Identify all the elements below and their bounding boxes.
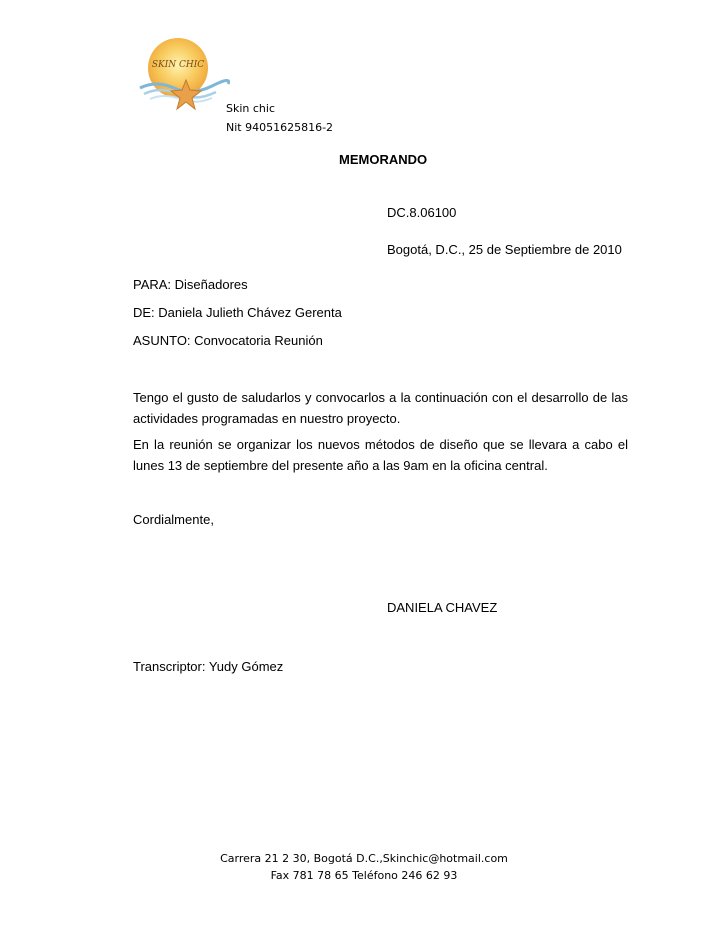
memo-from: DE: Daniela Julieth Chávez Gerenta [133,305,342,320]
footer-phone: Fax 781 78 65 Teléfono 246 62 93 [270,869,458,882]
footer-address: Carrera 21 2 30, Bogotá D.C.,Skinchic@hotmail.com [220,852,508,865]
memo-signature: DANIELA CHAVEZ [387,600,498,615]
memo-body-paragraph-2: En la reunión se organizar los nuevos métodos de diseño que se llevara a cabo el lunes 13 de septiembre del presente año a las 9am en la oficina central. [133,437,628,473]
memo-subject: ASUNTO: Convocatoria Reunión [133,333,323,348]
memo-closing: Cordialmente, [133,512,214,527]
logo-text: SKIN CHIC [151,60,205,70]
company-name: Skin chic [226,102,276,115]
memo-reference: DC.8.06100 [387,205,457,220]
memo-transcriptor: Transcriptor: Yudy Gómez [133,659,284,674]
memo-date: Bogotá, D.C., 25 de Septiembre de 2010 [387,242,622,257]
skin-chic-logo [134,36,230,120]
company-nit: Nit 94051625816-2 [226,121,334,134]
memo-title: MEMORANDO [339,152,428,167]
memo-body-paragraph-1: Tengo el gusto de saludarlos y convocarlos a la continuación con el desarrollo de las actividades programadas en nuestro proyecto. [133,390,628,426]
memo-to: PARA: Diseñadores [133,277,248,292]
